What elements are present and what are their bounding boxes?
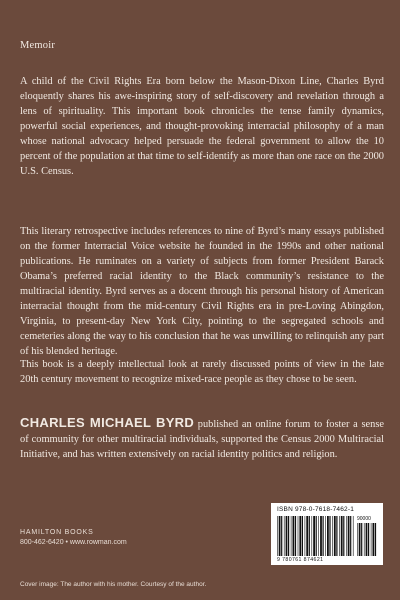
- description-paragraph-2: This literary retrospective includes references to nine of Byrd’s many essays published on the former Interracial Voice website he founded in the 1990s and other national publications. He ruminates on a variety of subjects from former President Barack Obama’s preferred racial identity to the Black community’s resistance to the multiracial identity. Byrd serves as a docent through his personal history of American interracial thought from the mid-century Civil Rights era in pre-Loving Abingdon, Virginia, to present-day New York City, pointing to the segregated schools and cemeteries along the way to his conclusion that he was unwilling to relinquish any part of his blended heritage.: [20, 226, 384, 357]
- publisher-name: HAMILTON BOOKS: [20, 529, 94, 536]
- barcode-digits: 9 780761 874621: [277, 557, 324, 563]
- description-paragraph-3: This book is a deeply intellectual look at rarely discussed points of view in the late 20th century movement to recognize mixed-race people as they chose to be seen.: [20, 359, 384, 385]
- isbn-label: ISBN 978-0-7618-7462-1: [277, 506, 355, 513]
- genre-label: Memoir: [20, 40, 56, 51]
- author-bio-text: published an online forum to foster a sense of community for other multiracial individuals, supported the Census 2000 Multiracial Initiative, and has written extensively on racial identity politics and religion.: [20, 419, 384, 460]
- cover-image-credit: Cover image: The author with his mother. Courtesy of the author.: [20, 581, 207, 588]
- price-barcode-icon: [357, 523, 377, 556]
- author-bio: [20, 415, 384, 462]
- barcode-bars-icon: [277, 516, 355, 556]
- description-paragraph-1: A child of the Civil Rights Era born below the Mason-Dixon Line, Charles Byrd eloquently shares his awe-inspiring story of self-discovery and revelation through a lens of spirituality. This important book chronicles the tense family dynamics, powerful social experiences, and thought-provoking interracial philosophy of a man whose national advocacy helped persuade the federal government to allow the 10 percent of the population at that time to self-identify as more than one race on the 2000 U.S. Census.: [20, 76, 384, 177]
- publisher-info: [20, 528, 127, 548]
- author-name: CHARLES MICHAEL BYRD: [20, 415, 195, 430]
- isbn-barcode: [271, 503, 383, 565]
- price-code: 90000: [357, 516, 371, 522]
- publisher-contact: 800-462-6420 • www.rowman.com: [20, 539, 127, 546]
